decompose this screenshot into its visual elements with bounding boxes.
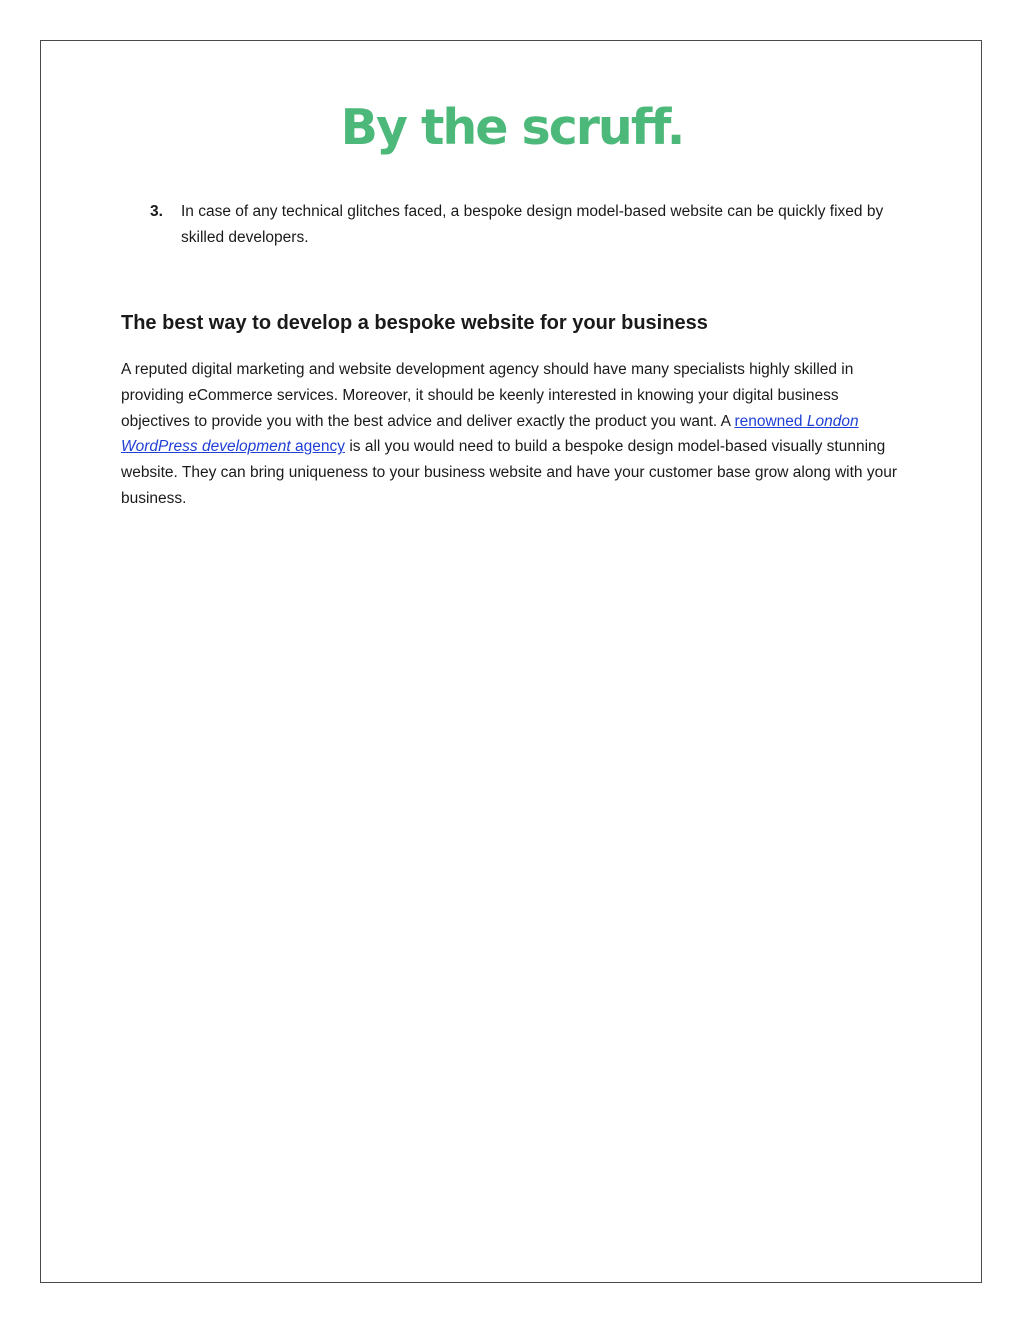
link-text-part-3: agency (290, 438, 346, 456)
list-item-text: In case of any technical glitches faced, a bespoke design model-based website can be quickly fixed by skilled developers. (181, 203, 884, 246)
paragraph-text-before-link: A reputed digital marketing and website development agency should have many specialists highly skilled in providing eCommerce services. Moreover, it should be keenly interested in knowing your digital business objectives to provide you with the best advice and deliver exactly the product you want. A (121, 361, 854, 430)
section-heading: The best way to develop a bespoke website for your business (121, 312, 708, 334)
list-number: 3. (150, 203, 163, 220)
brand-logo: By the scruff. (340, 99, 684, 156)
paragraph-text-after-link: is all you would need to build a bespoke design model-based visually stunning website. They can bring uniqueness to your business website and have your customer base grow along with your business. (121, 438, 898, 507)
link-text-italic: London WordPress development (121, 412, 859, 456)
list-item (150, 199, 910, 251)
link-text-part-1: renowned (734, 412, 807, 430)
body-paragraph (121, 357, 911, 512)
